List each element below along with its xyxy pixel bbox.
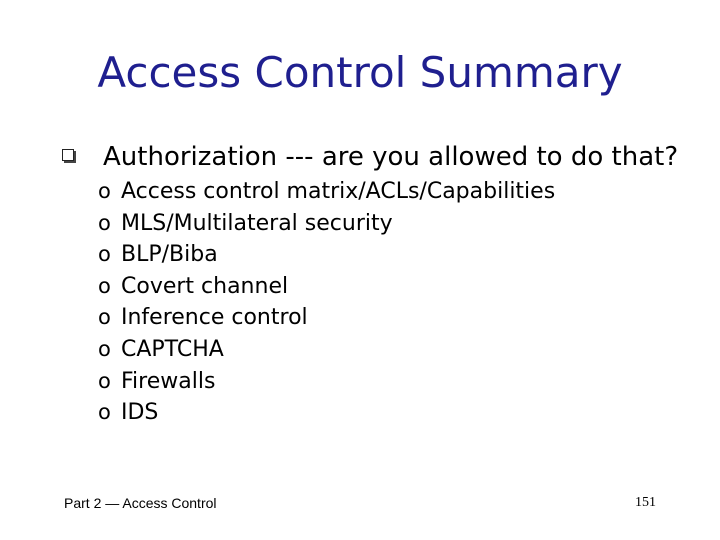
page-number: 151 [635, 495, 656, 510]
list-item [98, 366, 698, 398]
bullet-marker: o [98, 368, 111, 393]
list-item-text: Access control matrix/ACLs/Capabilities [121, 179, 556, 204]
list-item [98, 271, 698, 303]
list-item [98, 239, 698, 271]
list-item-text: Firewalls [121, 368, 216, 394]
bullet-marker: o [98, 305, 111, 330]
list-item-text: IDS [121, 400, 159, 426]
sub-bullet-list [98, 176, 698, 429]
list-item [98, 176, 698, 208]
list-item-text: BLP/Biba [121, 242, 218, 268]
bullet-marker: o [98, 179, 111, 203]
footer-section-label: Part 2 — Access Control [64, 495, 217, 511]
list-item-text: Inference control [121, 305, 308, 331]
bullet-marker: o [98, 273, 111, 298]
bullet-marker: o [98, 336, 111, 361]
square-bullet-icon [62, 149, 74, 161]
list-item [98, 397, 698, 429]
list-item [98, 208, 698, 240]
list-item-text: CAPTCHA [121, 336, 224, 362]
list-item-text: Covert channel [121, 273, 289, 299]
list-item [98, 302, 698, 334]
bullet-marker: o [98, 242, 111, 267]
main-bullet-text: Authorization --- are you allowed to do that? [103, 142, 679, 172]
bullet-marker: o [98, 400, 111, 425]
list-item-text: MLS/Multilateral security [121, 210, 393, 236]
main-bullet [62, 140, 702, 174]
bullet-marker: o [98, 210, 111, 235]
list-item [98, 334, 698, 366]
slide-title: Access Control Summary [97, 48, 623, 97]
